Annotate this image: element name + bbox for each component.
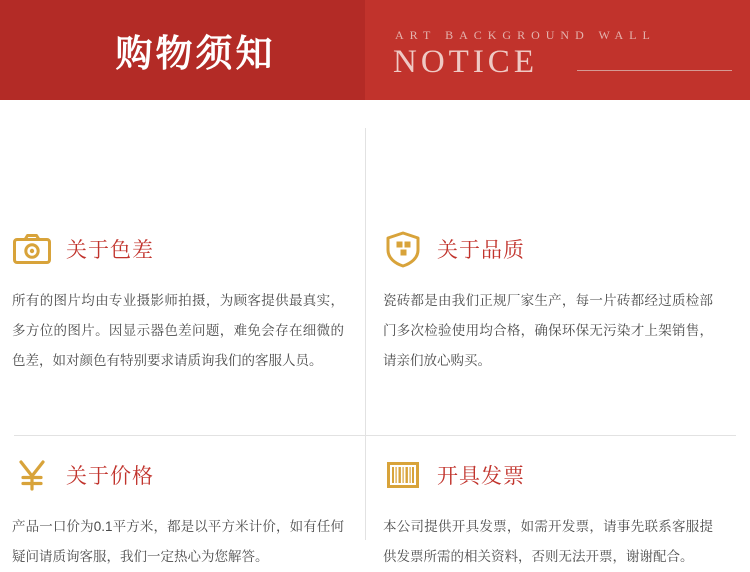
header-subtitle-panel bbox=[365, 0, 750, 100]
section-text: 瓷砖都是由我们正规厂家生产，每一片砖都经过质检部门多次检验使用均合格，确保环保无污染才上架销售，请亲们放心购买。 bbox=[383, 293, 713, 368]
notice-grid bbox=[0, 100, 750, 568]
page-header bbox=[0, 0, 750, 100]
camera-icon bbox=[12, 229, 52, 269]
section-header bbox=[383, 226, 733, 272]
section-text: 产品一口价为0.1平方米，都是以平方米计价，如有任何疑问请质询客服，我们一定热心为您解答。 bbox=[12, 519, 344, 564]
section-text: 所有的图片均由专业摄影师拍摄，为顾客提供最真实，多方位的图片。因显示器色差问题，难免会存在细微的色差，如对颜色有特别要求请质询我们的客服人员。 bbox=[12, 293, 344, 368]
section-header bbox=[12, 226, 362, 272]
shield-quality-icon bbox=[383, 229, 423, 269]
section-invoice bbox=[383, 452, 733, 572]
invoice-icon bbox=[383, 455, 423, 495]
section-color-difference bbox=[12, 226, 362, 376]
vertical-divider bbox=[365, 128, 366, 540]
horizontal-divider bbox=[14, 435, 736, 436]
section-title: 关于价格 bbox=[66, 465, 154, 488]
section-header bbox=[383, 452, 733, 498]
section-title: 开具发票 bbox=[437, 465, 525, 488]
page-title: 购物须知 bbox=[115, 33, 276, 74]
section-header bbox=[12, 452, 362, 498]
section-title: 关于品质 bbox=[437, 239, 525, 262]
section-price bbox=[12, 452, 362, 572]
header-notice-en: NOTICE bbox=[393, 44, 538, 80]
yen-price-icon bbox=[12, 455, 52, 495]
section-text: 本公司提供开具发票，如需开发票，请事先联系客服提供发票所需的相关资料，否则无法开票，谢谢配合。 bbox=[383, 519, 713, 564]
section-quality bbox=[383, 226, 733, 376]
header-subtitle-en: ART BACKGROUND WALL bbox=[395, 28, 656, 42]
section-title: 关于色差 bbox=[66, 239, 154, 262]
header-divider-line bbox=[577, 70, 732, 71]
